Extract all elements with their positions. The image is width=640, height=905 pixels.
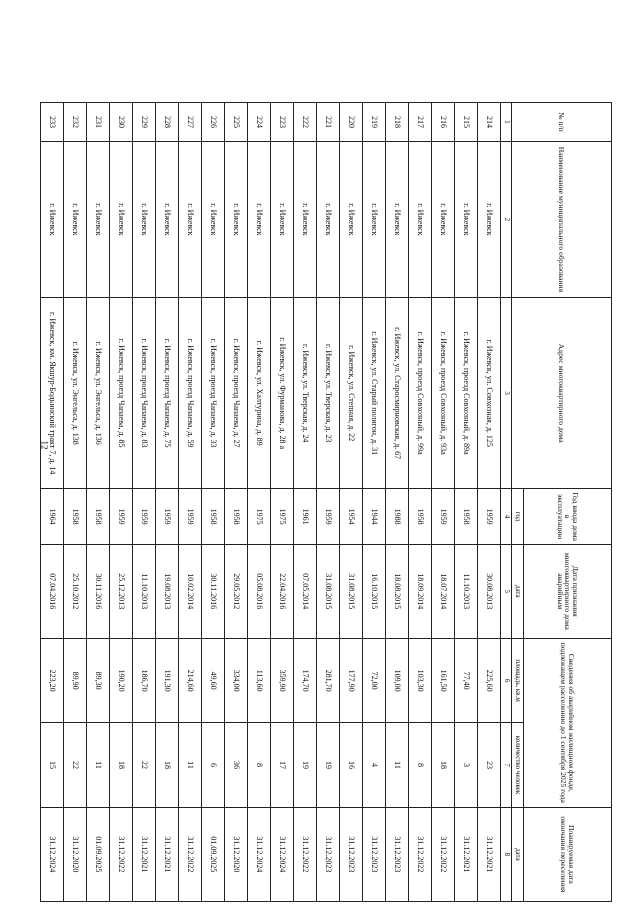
column-index-row xyxy=(501,103,512,902)
row-number-cell: 225 xyxy=(225,103,248,142)
row-number-cell: 229 xyxy=(133,103,156,142)
people-count-cell: 17 xyxy=(271,723,294,807)
year-cell: 1964 xyxy=(41,489,64,544)
area-cell: 49,60 xyxy=(202,638,225,722)
end-date-cell: 31.12.2024 xyxy=(248,807,271,901)
area-cell: 281,70 xyxy=(317,638,340,722)
column-index: 1 xyxy=(501,103,512,142)
area-cell: 186,70 xyxy=(133,638,156,722)
municipality-cell: г. Ижевск xyxy=(386,141,409,297)
end-date-cell: 31.12.2020 xyxy=(225,807,248,901)
address-cell: г. Ижевск, проезд Чапаева, д. 83 xyxy=(133,297,156,489)
year-cell: 1959 xyxy=(133,489,156,544)
municipality-cell: г. Ижевск xyxy=(248,141,271,297)
table-row xyxy=(363,103,386,902)
end-date-cell: 31.12.2021 xyxy=(156,807,179,901)
year-cell: 1958 xyxy=(64,489,87,544)
table-row xyxy=(317,103,340,902)
row-number-cell: 230 xyxy=(110,103,133,142)
municipality-cell: г. Ижевск xyxy=(156,141,179,297)
end-date-cell: 31.12.2023 xyxy=(340,807,363,901)
address-cell: г. Ижевск, ул. Старый полигон, д. 31 xyxy=(363,297,386,489)
year-cell: 1988 xyxy=(386,489,409,544)
area-cell: 334,00 xyxy=(225,638,248,722)
people-count-cell: 18 xyxy=(110,723,133,807)
end-date-cell: 31.12.2020 xyxy=(64,807,87,901)
header-municipality: Наименование муниципального образования xyxy=(512,141,612,297)
subheader-date: дата xyxy=(512,544,524,638)
year-cell: 1959 xyxy=(179,489,202,544)
address-cell: г. Ижевск, ул. Старосмирновская, д. 67 xyxy=(386,297,409,489)
address-cell: г. Ижевск, проезд Чапаева, д. 59 xyxy=(179,297,202,489)
area-cell: 223,20 xyxy=(41,638,64,722)
header-emergency-date: Дата признания многоквартирного дома аварийным xyxy=(524,544,612,638)
people-count-cell: 11 xyxy=(87,723,110,807)
municipality-cell: г. Ижевск xyxy=(64,141,87,297)
subheader-area: площадь, кв.м xyxy=(512,638,524,722)
rotated-table-sheet xyxy=(40,102,612,902)
area-cell: 191,30 xyxy=(156,638,179,722)
table-row xyxy=(478,103,501,902)
row-number-cell: 221 xyxy=(317,103,340,142)
municipality-cell: г. Ижевск xyxy=(41,141,64,297)
row-number-cell: 215 xyxy=(455,103,478,142)
emergency-date-cell: 11.10.2013 xyxy=(133,544,156,638)
year-cell: 1975 xyxy=(248,489,271,544)
emergency-date-cell: 19.08.2013 xyxy=(156,544,179,638)
people-count-cell: 3 xyxy=(455,723,478,807)
column-index: 5 xyxy=(501,544,512,638)
area-cell: 89,30 xyxy=(87,638,110,722)
row-number-cell: 227 xyxy=(179,103,202,142)
table-row xyxy=(386,103,409,902)
municipality-cell: г. Ижевск xyxy=(409,141,432,297)
emergency-date-cell: 30.11.2016 xyxy=(87,544,110,638)
table-row xyxy=(409,103,432,902)
municipality-cell: г. Ижевск xyxy=(133,141,156,297)
emergency-date-cell: 07.05.2014 xyxy=(294,544,317,638)
year-cell: 1958 xyxy=(409,489,432,544)
year-cell: 1959 xyxy=(478,489,501,544)
column-index: 4 xyxy=(501,489,512,544)
emergency-date-cell: 05.08.2016 xyxy=(248,544,271,638)
year-cell: 1959 xyxy=(317,489,340,544)
municipality-cell: г. Ижевск xyxy=(478,141,501,297)
municipality-cell: г. Ижевск xyxy=(340,141,363,297)
emergency-date-cell: 29.05.2012 xyxy=(225,544,248,638)
area-cell: 103,30 xyxy=(409,638,432,722)
column-index: 8 xyxy=(501,807,512,901)
address-cell: г. Ижевск, ул. Энгельса, д. 136 xyxy=(87,297,110,489)
row-number-cell: 226 xyxy=(202,103,225,142)
emergency-date-cell: 31.08.2015 xyxy=(317,544,340,638)
emergency-date-cell: 25.12.2013 xyxy=(110,544,133,638)
row-number-cell: 231 xyxy=(87,103,110,142)
address-cell: г. Ижевск, км. Якшур-Бодьинский тракт 7, д. 14 xyxy=(41,297,64,489)
table-row xyxy=(340,103,363,902)
header-housing-info: Сведения об аварийном жилищном фонде, подлежащем расселению до 1 сентября 2025 года xyxy=(524,638,612,807)
area-cell: 225,60 xyxy=(478,638,501,722)
end-date-cell: 31.12.2022 xyxy=(432,807,455,901)
row-number-cell: 233 xyxy=(41,103,64,142)
people-count-cell: 19 xyxy=(294,723,317,807)
end-date-cell: 31.12.2022 xyxy=(179,807,202,901)
year-cell: 1959 xyxy=(156,489,179,544)
people-count-cell: 8 xyxy=(248,723,271,807)
year-cell: 1954 xyxy=(340,489,363,544)
municipality-cell: г. Ижевск xyxy=(363,141,386,297)
row-number-cell: 214 xyxy=(478,103,501,142)
address-cell: г. Ижевск, ул. Халтурина, д. 89 xyxy=(248,297,271,489)
area-cell: 113,60 xyxy=(248,638,271,722)
column-index: 6 xyxy=(501,638,512,722)
table-row xyxy=(87,103,110,902)
table-row xyxy=(248,103,271,902)
table-row xyxy=(432,103,455,902)
end-date-cell: 31.12.2021 xyxy=(133,807,156,901)
end-date-cell: 31.12.2023 xyxy=(317,807,340,901)
emergency-date-cell: 30.11.2016 xyxy=(202,544,225,638)
emergency-date-cell: 10.02.2014 xyxy=(179,544,202,638)
year-cell: 1958 xyxy=(455,489,478,544)
municipality-cell: г. Ижевск xyxy=(110,141,133,297)
table-row xyxy=(271,103,294,902)
people-count-cell: 22 xyxy=(133,723,156,807)
emergency-date-cell: 25.10.2012 xyxy=(64,544,87,638)
row-number-cell: 222 xyxy=(294,103,317,142)
area-cell: 89,90 xyxy=(64,638,87,722)
end-date-cell: 31.12.2022 xyxy=(110,807,133,901)
area-cell: 177,90 xyxy=(340,638,363,722)
table-row xyxy=(225,103,248,902)
address-cell: г. Ижевск, проезд Совхозный, д. 99а xyxy=(409,297,432,489)
year-cell: 1944 xyxy=(363,489,386,544)
area-cell: 109,00 xyxy=(386,638,409,722)
area-cell: 214,60 xyxy=(179,638,202,722)
end-date-cell: 31.12.2024 xyxy=(271,807,294,901)
end-date-cell: 01.09.2025 xyxy=(202,807,225,901)
people-count-cell: 16 xyxy=(340,723,363,807)
year-cell: 1961 xyxy=(294,489,317,544)
emergency-date-cell: 22.04.2016 xyxy=(271,544,294,638)
year-cell: 1958 xyxy=(87,489,110,544)
table-row xyxy=(41,103,64,902)
people-count-cell: 36 xyxy=(225,723,248,807)
address-cell: г. Ижевск, проезд Чапаева, д. 27 xyxy=(225,297,248,489)
emergency-date-cell: 11.10.2013 xyxy=(455,544,478,638)
table-row xyxy=(64,103,87,902)
table-row xyxy=(133,103,156,902)
address-cell: г. Ижевск, проезд Совхозный, д. 89а xyxy=(455,297,478,489)
emergency-date-cell: 07.04.2016 xyxy=(41,544,64,638)
header-year: Год ввода дома в эксплуатацию xyxy=(524,489,612,544)
subheader-people: количество человек xyxy=(512,723,524,807)
year-cell: 1958 xyxy=(225,489,248,544)
address-cell: г. Ижевск, ул. Тверская, д. 23 xyxy=(317,297,340,489)
people-count-cell: 18 xyxy=(156,723,179,807)
table-row xyxy=(202,103,225,902)
row-number-cell: 218 xyxy=(386,103,409,142)
municipality-cell: г. Ижевск xyxy=(225,141,248,297)
column-index: 3 xyxy=(501,297,512,489)
address-cell: г. Ижевск, ул. Совхозная, д. 125 xyxy=(478,297,501,489)
end-date-cell: 31.12.2021 xyxy=(478,807,501,901)
address-cell: г. Ижевск, ул. Степная, д. 22 xyxy=(340,297,363,489)
end-date-cell: 31.12.2021 xyxy=(455,807,478,901)
municipality-cell: г. Ижевск xyxy=(271,141,294,297)
address-cell: г. Ижевск, проезд Чапаева, д. 75 xyxy=(156,297,179,489)
address-cell: г. Ижевск, ул. Фурманова, д. 28 а xyxy=(271,297,294,489)
area-cell: 174,70 xyxy=(294,638,317,722)
row-number-cell: 216 xyxy=(432,103,455,142)
row-number-cell: 224 xyxy=(248,103,271,142)
row-number-cell: 232 xyxy=(64,103,87,142)
municipality-cell: г. Ижевск xyxy=(179,141,202,297)
people-count-cell: 22 xyxy=(64,723,87,807)
column-index: 2 xyxy=(501,141,512,297)
people-count-cell: 4 xyxy=(363,723,386,807)
people-count-cell: 23 xyxy=(478,723,501,807)
year-cell: 1975 xyxy=(271,489,294,544)
address-cell: г. Ижевск, проезд Чапаева, д. 85 xyxy=(110,297,133,489)
address-cell: г. Ижевск, проезд Чапаева, д. 33 xyxy=(202,297,225,489)
table-row xyxy=(455,103,478,902)
subheader-end-date: дата xyxy=(512,807,524,901)
row-number-cell: 219 xyxy=(363,103,386,142)
area-cell: 161,50 xyxy=(432,638,455,722)
people-count-cell: 15 xyxy=(41,723,64,807)
emergency-date-cell: 31.08.2015 xyxy=(340,544,363,638)
header-number: № п/п xyxy=(512,103,612,142)
row-number-cell: 217 xyxy=(409,103,432,142)
municipality-cell: г. Ижевск xyxy=(294,141,317,297)
emergency-date-cell: 18.08.2015 xyxy=(386,544,409,638)
emergency-date-cell: 16.10.2015 xyxy=(363,544,386,638)
table-body xyxy=(41,103,501,902)
area-cell: 72,00 xyxy=(363,638,386,722)
area-cell: 77,40 xyxy=(455,638,478,722)
municipality-cell: г. Ижевск xyxy=(455,141,478,297)
address-cell: г. Ижевск, ул. Энгельса, д. 138 xyxy=(64,297,87,489)
end-date-cell: 31.12.2023 xyxy=(386,807,409,901)
table-row xyxy=(110,103,133,902)
end-date-cell: 31.12.2024 xyxy=(41,807,64,901)
emergency-date-cell: 18.09.2014 xyxy=(409,544,432,638)
municipality-cell: г. Ижевск xyxy=(202,141,225,297)
municipality-cell: г. Ижевск xyxy=(87,141,110,297)
year-cell: 1958 xyxy=(202,489,225,544)
address-cell: г. Ижевск, проезд Совхозный, д. 93а xyxy=(432,297,455,489)
emergency-housing-table xyxy=(40,102,612,902)
municipality-cell: г. Ижевск xyxy=(432,141,455,297)
row-number-cell: 223 xyxy=(271,103,294,142)
emergency-date-cell: 18.07.2014 xyxy=(432,544,455,638)
people-count-cell: 8 xyxy=(409,723,432,807)
end-date-cell: 01.09.2025 xyxy=(87,807,110,901)
subheader-year: год xyxy=(512,489,524,544)
people-count-cell: 18 xyxy=(432,723,455,807)
page-number: 12 xyxy=(39,440,50,450)
end-date-cell: 31.12.2022 xyxy=(409,807,432,901)
area-cell: 359,90 xyxy=(271,638,294,722)
end-date-cell: 31.12.2022 xyxy=(294,807,317,901)
row-number-cell: 220 xyxy=(340,103,363,142)
area-cell: 190,20 xyxy=(110,638,133,722)
people-count-cell: 19 xyxy=(317,723,340,807)
people-count-cell: 11 xyxy=(386,723,409,807)
year-cell: 1959 xyxy=(432,489,455,544)
people-count-cell: 6 xyxy=(202,723,225,807)
table-row xyxy=(294,103,317,902)
municipality-cell: г. Ижевск xyxy=(317,141,340,297)
year-cell: 1959 xyxy=(110,489,133,544)
row-number-cell: 228 xyxy=(156,103,179,142)
column-index: 7 xyxy=(501,723,512,807)
people-count-cell: 11 xyxy=(179,723,202,807)
table-row xyxy=(156,103,179,902)
header-end-date: Планируемая дата окончания переселения xyxy=(524,807,612,901)
address-cell: г. Ижевск, ул. Тверская, д. 24 xyxy=(294,297,317,489)
header-address: Адрес многоквартирного дома xyxy=(512,297,612,489)
emergency-date-cell: 30.08.2013 xyxy=(478,544,501,638)
table-row xyxy=(179,103,202,902)
end-date-cell: 31.12.2023 xyxy=(363,807,386,901)
